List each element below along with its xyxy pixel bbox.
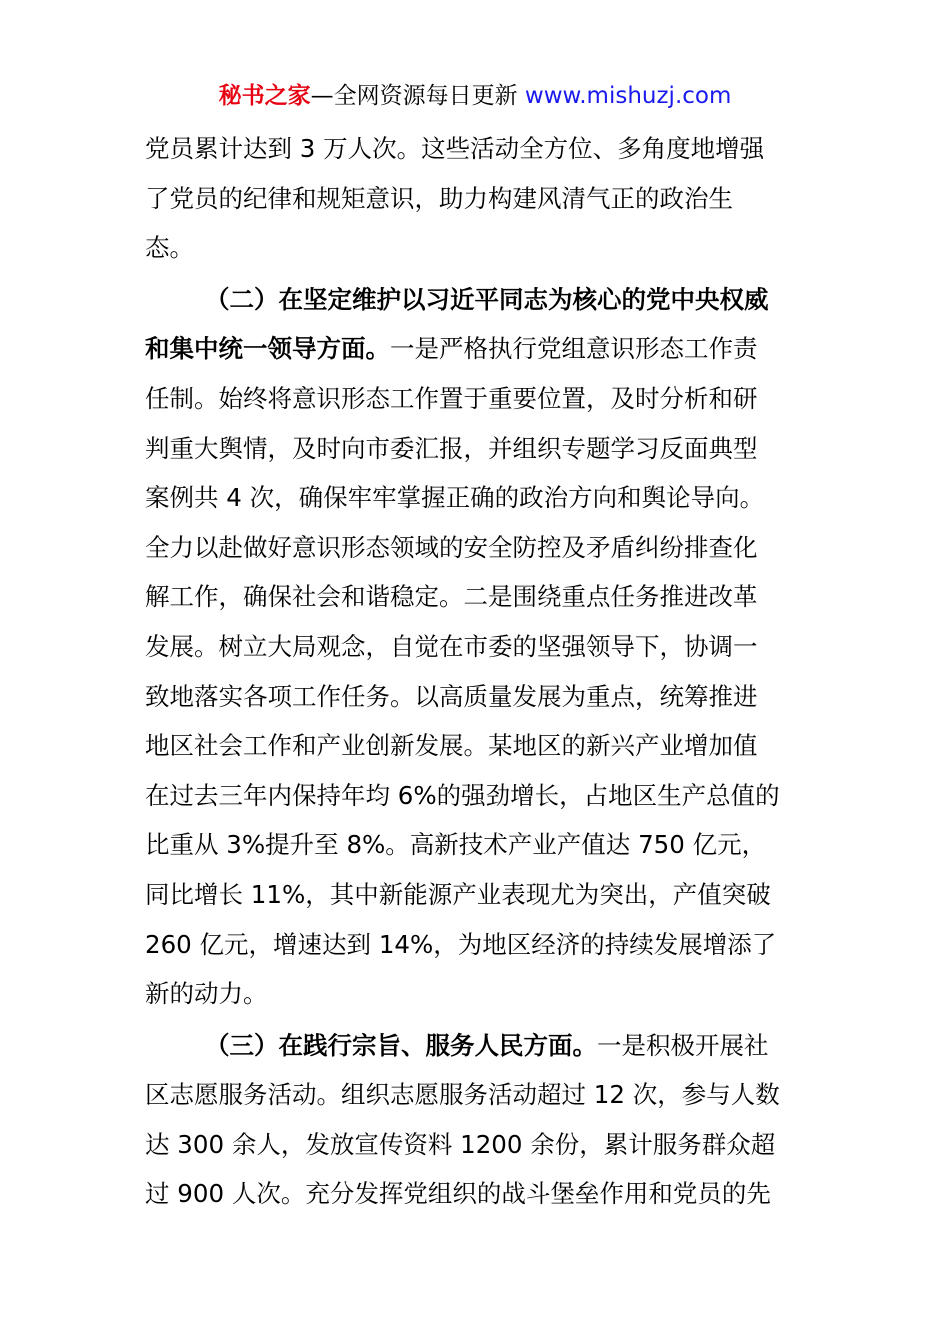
text-line <box>145 1021 815 1071</box>
text-line: 全力以赴做好意识形态领域的安全防控及矛盾纠纷排查化 <box>145 532 758 562</box>
document-body <box>145 124 815 1219</box>
paragraph <box>145 124 815 273</box>
text-line: 案例共 4 次，确保牢牢掌握正确的政治方向和舆论导向。 <box>145 483 765 513</box>
section-heading: （三）在践行宗旨、服务人民方面。 <box>205 1030 597 1060</box>
paragraph <box>145 275 815 1019</box>
text-line: 260 亿元，增速达到 14%，为地区经济的持续发展增添了 <box>145 929 777 959</box>
text-line: 比重从 3%提升至 8%。高新技术产业产值达 750 亿元， <box>145 830 767 860</box>
text-span: 一是积极开展社 <box>597 1030 769 1060</box>
text-line: 在过去三年内保持年均 6%的强劲增长，占地区生产总值的 <box>145 780 780 810</box>
text-line: 过 900 人次。充分发挥党组织的战斗堡垒作用和党员的先 <box>145 1179 771 1209</box>
text-span: 一是严格执行党组意识形态工作责 <box>390 334 758 364</box>
text-line: 达 300 余人，发放宣传资料 1200 余份，累计服务群众超 <box>145 1129 776 1159</box>
site-brand: 秘书之家 <box>218 83 311 109</box>
text-line: 党员累计达到 3 万人次。这些活动全方位、多角度地增强 <box>145 134 765 163</box>
text-line: 新的动力。 <box>145 979 268 1009</box>
text-line: 发展。树立大局观念，自觉在市委的坚强领导下，协调一 <box>145 631 758 661</box>
text-line: 解工作，确保社会和谐稳定。二是围绕重点任务推进改革 <box>145 582 758 612</box>
site-url-link[interactable]: www.mishuzj.com <box>524 83 732 109</box>
text-line: 区志愿服务活动。组织志愿服务活动超过 12 次，参与人数 <box>145 1080 780 1110</box>
text-line: 判重大舆情，及时向市委汇报，并组织专题学习反面典型 <box>145 433 758 463</box>
site-tagline: —全网资源每日更新 <box>310 83 518 109</box>
section-heading-line <box>145 275 815 325</box>
site-header <box>0 80 950 112</box>
section-heading: 和集中统一领导方面。 <box>145 334 390 364</box>
text-line: 地区社会工作和产业创新发展。某地区的新兴产业增加值 <box>145 731 758 761</box>
section-heading: （二）在坚定维护以习近平同志为核心的党中央权威 <box>205 284 769 314</box>
text-line: 态。 <box>145 233 194 263</box>
text-line: 致地落实各项工作任务。以高质量发展为重点，统筹推进 <box>145 681 758 711</box>
text-line: 同比增长 11%，其中新能源产业表现尤为突出，产值突破 <box>145 879 771 909</box>
text-line: 任制。始终将意识形态工作置于重要位置，及时分析和研 <box>145 383 758 413</box>
text-line <box>145 324 815 374</box>
text-line: 了党员的纪律和规矩意识，助力构建风清气正的政治生 <box>145 183 733 213</box>
paragraph <box>145 1021 815 1219</box>
